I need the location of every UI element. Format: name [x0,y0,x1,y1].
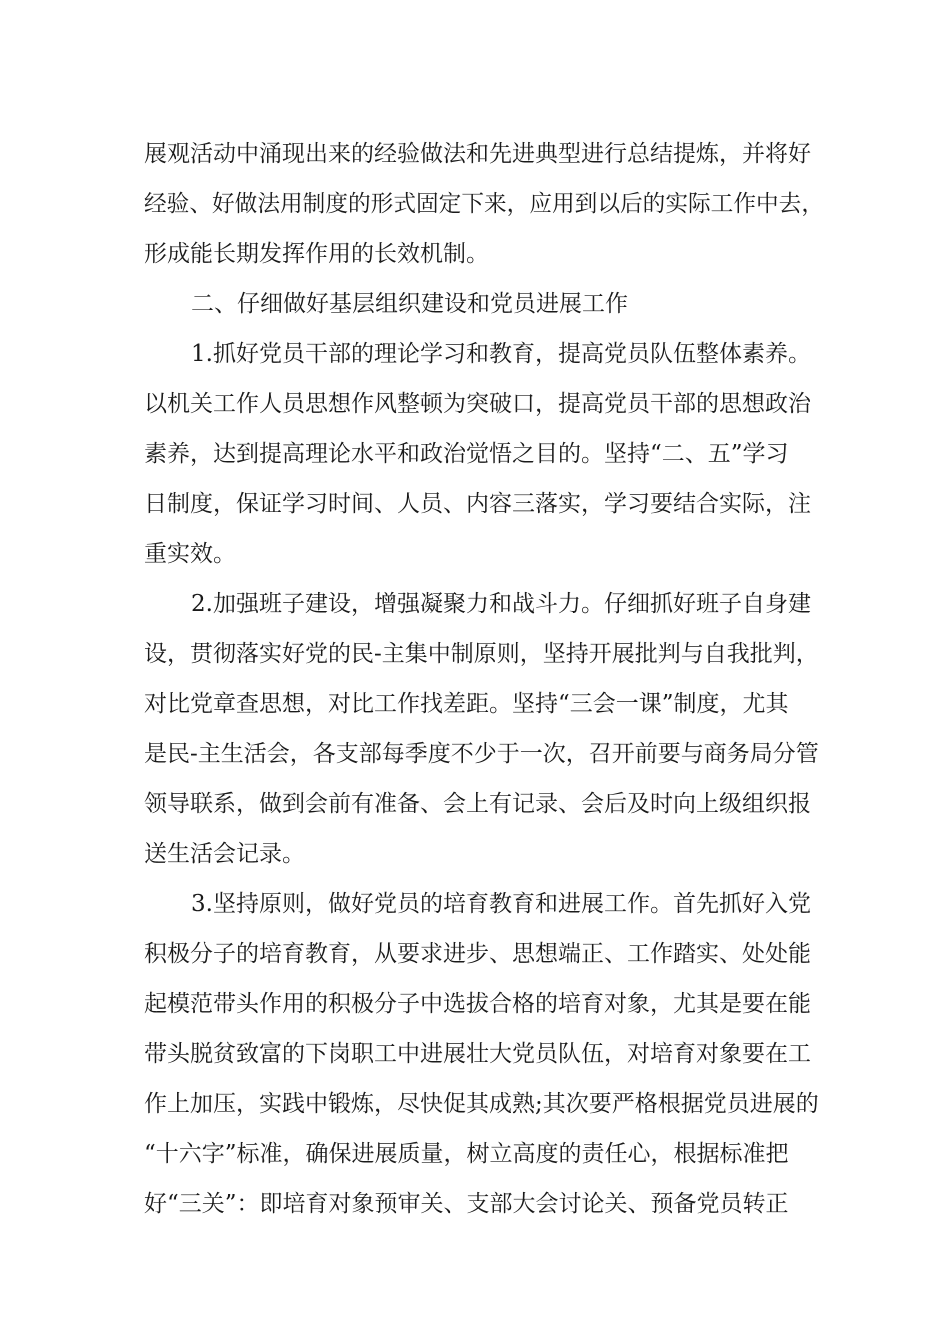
text-line: 对比党章查思想，对比工作找差距。坚持“三会一课”制度，尤其 [144,691,789,717]
text-line: 领导联系，做到会前有准备、会上有记录、会后及时向上级组织报 [144,791,811,817]
text-line: 是民-主生活会，各支部每季度不少于一次，召开前要与商务局分管 [144,741,819,767]
text-line: 起模范带头作用的积极分子中选拔合格的培育对象，尤其是要在能 [144,991,811,1017]
paragraph-first-line: 2.加强班子建设，增强凝聚力和战斗力。仔细抓好班子自身建 [191,591,811,617]
text-line: 日制度，保证学习时间、人员、内容三落实，学习要结合实际，注 [144,491,811,517]
text-line: 以机关工作人员思想作风整顿为突破口，提高党员干部的思想政治 [144,391,811,417]
section-heading: 二、仔细做好基层组织建设和党员进展工作 [191,291,628,317]
paragraph-first-line: 1.抓好党员干部的理论学习和教育，提高党员队伍整体素养。 [191,341,811,367]
text-line: “十六字”标准，确保进展质量，树立高度的责任心，根据标准把 [144,1141,789,1167]
text-line: 送生活会记录。 [144,841,305,867]
text-line: 展观活动中涌现出来的经验做法和先进典型进行总结提炼，并将好 [144,141,811,167]
text-line: 经验、好做法用制度的形式固定下来，应用到以后的实际工作中去， [144,191,824,217]
text-line: 重实效。 [144,541,236,567]
text-line: 素养，达到提高理论水平和政治觉悟之目的。坚持“二、五”学习 [144,441,789,467]
text-line: 好“三关”：即培育对象预审关、支部大会讨论关、预备党员转正 [144,1191,789,1217]
text-line: 带头脱贫致富的下岗职工中进展壮大党员队伍，对培育对象要在工 [144,1041,811,1067]
paragraph-first-line: 3.坚持原则，做好党员的培育教育和进展工作。首先抓好入党 [191,891,811,917]
text-line: 作上加压，实践中锻炼，尽快促其成熟;其次要严格根据党员进展的 [144,1091,819,1117]
text-line: 积极分子的培育教育，从要求进步、思想端正、工作踏实、处处能 [144,941,811,967]
text-line: 形成能长期发挥作用的长效机制。 [144,241,489,267]
text-line: 设，贯彻落实好党的民-主集中制原则，坚持开展批判与自我批判， [144,641,819,667]
